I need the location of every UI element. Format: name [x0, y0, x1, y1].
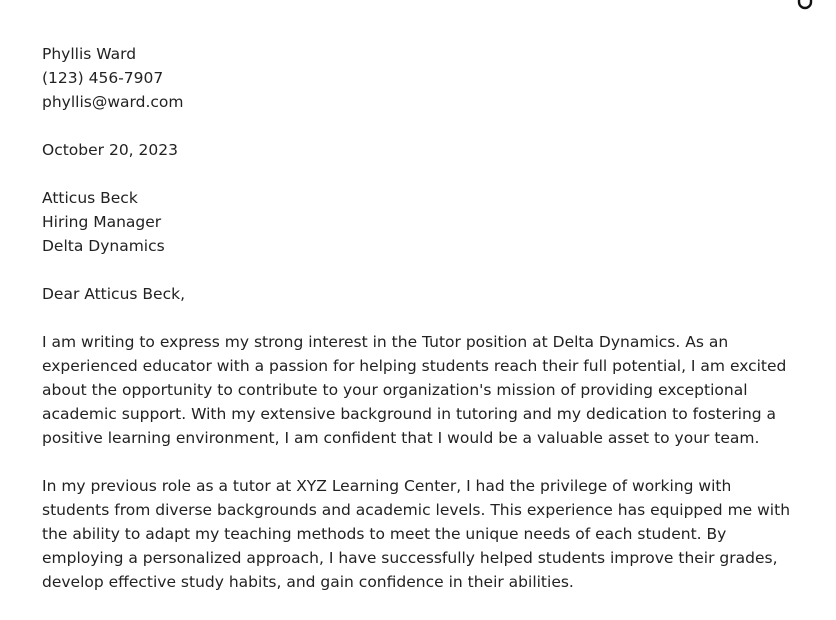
spacer — [42, 450, 802, 474]
partial-circle-icon — [796, 0, 814, 12]
sender-name: Phyllis Ward — [42, 45, 137, 63]
body-paragraph-2: In my previous role as a tutor at XYZ Learning Center, I had the privilege of working with students from diverse backgrounds and academic levels. This experience has equipped me with the ability to adapt my teaching methods to meet the unique needs of each student. By employing a personalized approach, I have successfully helped students improve their grades, develop effective study habits, and gain confidence in their abilities. — [42, 477, 791, 591]
spacer — [42, 114, 802, 138]
spacer — [42, 162, 802, 186]
cover-letter — [42, 42, 802, 594]
body-paragraph-1: I am writing to express my strong interest in the Tutor position at Delta Dynamics. As an experienced educator with a passion for helping students reach their full potential, I am excited about the opportunity to contribute to your organization's mission of providing exceptional academic support. With my extensive background in tutoring and my dedication to fostering a positive learning environment, I am confident that I would be a valuable asset to your team. — [42, 333, 787, 447]
sender-phone: (123) 456-7907 — [42, 69, 164, 87]
spacer — [42, 306, 802, 330]
letter-date: October 20, 2023 — [42, 141, 178, 159]
spacer — [42, 258, 802, 282]
recipient-title: Hiring Manager — [42, 213, 162, 231]
recipient-company: Delta Dynamics — [42, 237, 165, 255]
sender-block — [42, 42, 802, 114]
sender-email: phyllis@ward.com — [42, 93, 184, 111]
recipient-block — [42, 186, 802, 258]
salutation: Dear Atticus Beck, — [42, 285, 186, 303]
recipient-name: Atticus Beck — [42, 189, 138, 207]
